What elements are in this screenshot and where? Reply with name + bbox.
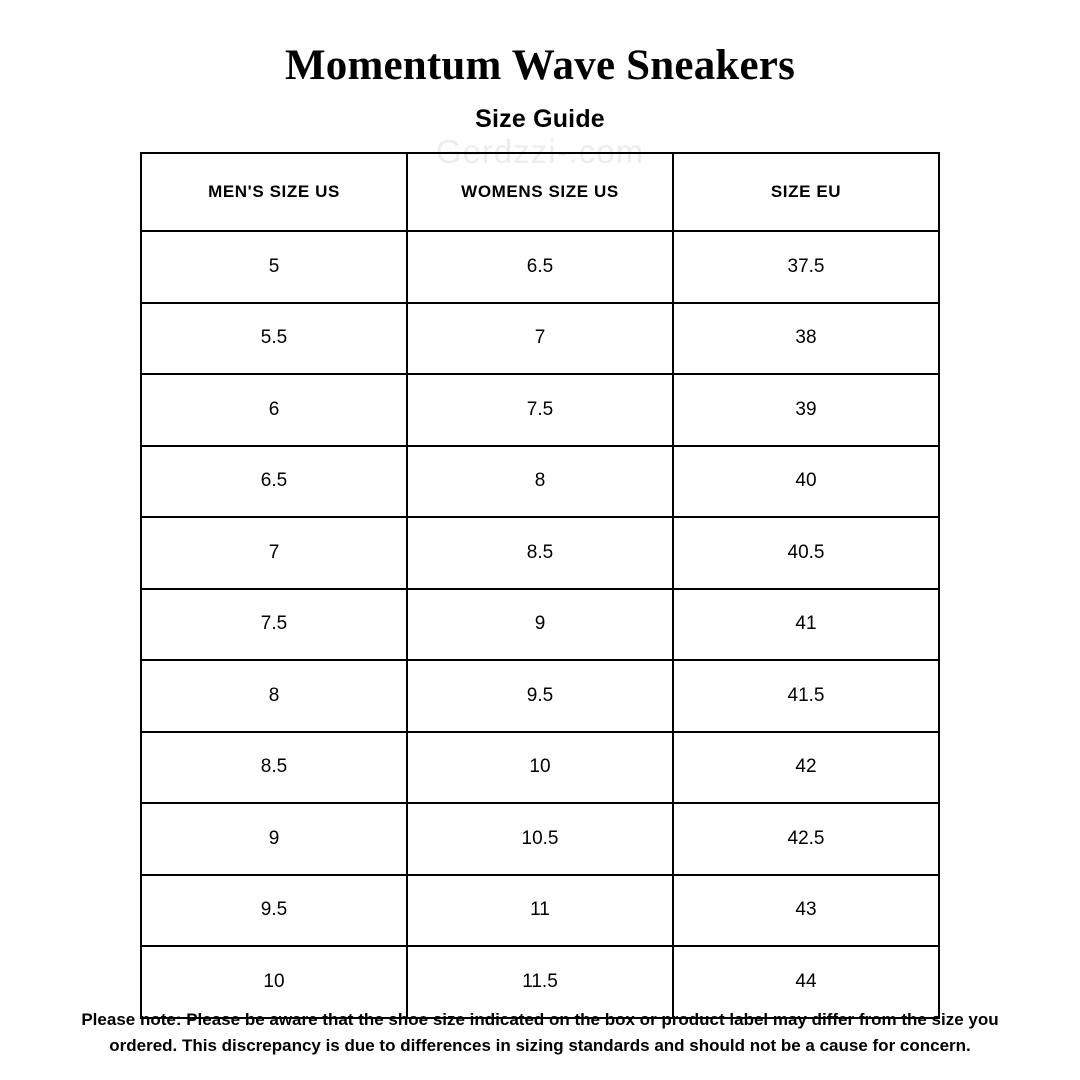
table-row [141,946,939,1018]
cell-mens-size: 9 [141,803,407,875]
page-subtitle: Size Guide [475,105,605,134]
cell-womens-size: 6.5 [407,231,673,303]
table-header-row [141,153,939,231]
table-row [141,374,939,446]
cell-mens-size: 10 [141,946,407,1018]
cell-mens-size: 8 [141,660,407,732]
cell-womens-size: 9.5 [407,660,673,732]
cell-eu-size: 41 [673,589,939,661]
cell-eu-size: 40.5 [673,517,939,589]
table-row [141,660,939,732]
cell-mens-size: 9.5 [141,875,407,947]
cell-mens-size: 8.5 [141,732,407,804]
column-header-size-eu: SIZE EU [673,153,939,231]
cell-eu-size: 44 [673,946,939,1018]
page-title: Momentum Wave Sneakers [284,42,796,89]
cell-eu-size: 41.5 [673,660,939,732]
cell-eu-size: 43 [673,875,939,947]
size-table-head [141,153,939,231]
watermark-text: Gerdzzi-.com [435,133,645,170]
cell-womens-size: 8.5 [407,517,673,589]
cell-womens-size: 7 [407,303,673,375]
cell-eu-size: 38 [673,303,939,375]
cell-womens-size: 10 [407,732,673,804]
table-row [141,589,939,661]
cell-eu-size: 42.5 [673,803,939,875]
cell-mens-size: 6.5 [141,446,407,518]
cell-mens-size: 7.5 [141,589,407,661]
cell-womens-size: 11 [407,875,673,947]
cell-eu-size: 40 [673,446,939,518]
size-table-body [141,231,939,1018]
cell-womens-size: 10.5 [407,803,673,875]
cell-eu-size: 39 [673,374,939,446]
cell-womens-size: 9 [407,589,673,661]
table-row [141,803,939,875]
size-table [140,152,940,1019]
cell-eu-size: 42 [673,732,939,804]
size-table-container [140,152,940,1019]
cell-eu-size: 37.5 [673,231,939,303]
cell-mens-size: 6 [141,374,407,446]
table-row [141,446,939,518]
table-row [141,231,939,303]
table-row [141,732,939,804]
cell-mens-size: 5.5 [141,303,407,375]
table-row [141,517,939,589]
column-header-womens-size-us: WOMENS SIZE US [407,153,673,231]
cell-womens-size: 8 [407,446,673,518]
cell-womens-size: 7.5 [407,374,673,446]
cell-mens-size: 7 [141,517,407,589]
cell-mens-size: 5 [141,231,407,303]
cell-womens-size: 11.5 [407,946,673,1018]
size-note: Please note: Please be aware that the shoe size indicated on the box or product label may differ from the size you ordered. This discrepancy is due to differences in sizing standards and should not be a cause for concern. [81,1010,999,1056]
table-row [141,303,939,375]
column-header-mens-size-us: MEN'S SIZE US [141,153,407,231]
table-row [141,875,939,947]
